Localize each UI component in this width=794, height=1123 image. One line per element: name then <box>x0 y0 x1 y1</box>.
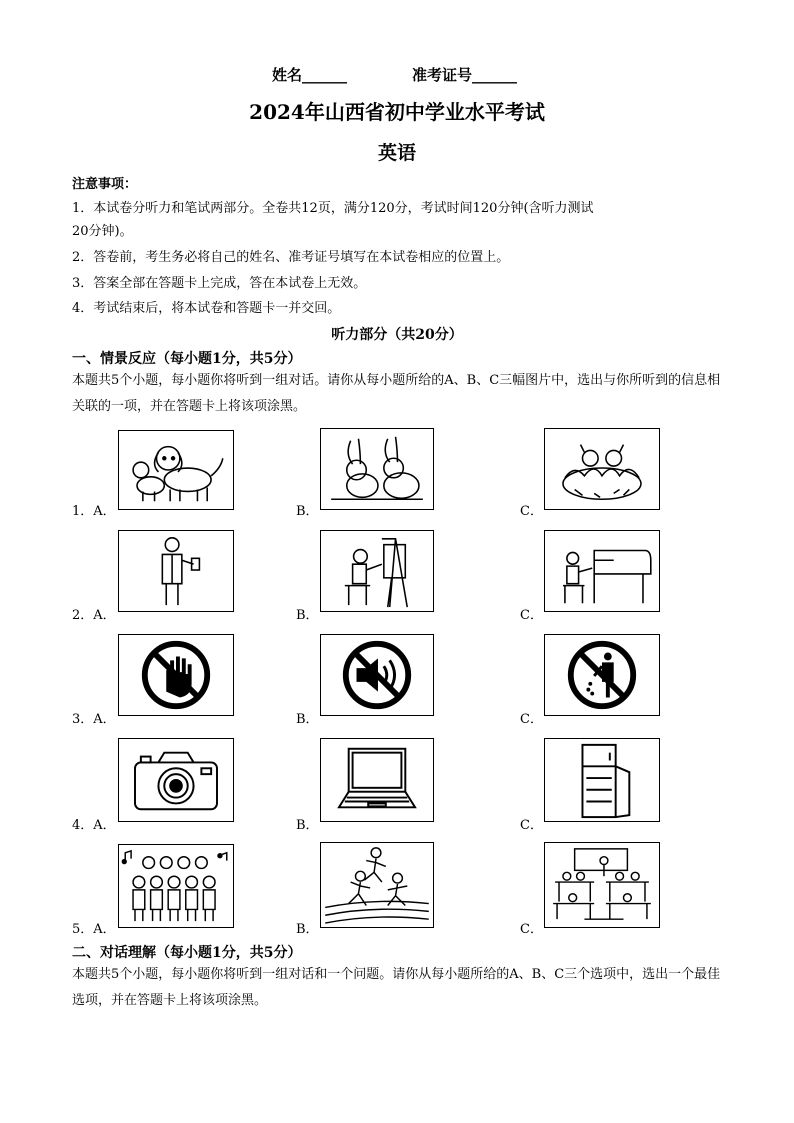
section1-heading: 一、情景反应（每小题1分，共5分） <box>72 351 302 367</box>
no-littering-sign <box>544 634 660 716</box>
refrigerator-picture <box>544 738 660 822</box>
option-label-a: 4．A． <box>72 818 116 833</box>
option-label-c: C． <box>520 818 543 833</box>
option-label-b: B． <box>296 608 319 623</box>
section2-heading: 二、对话理解（每小题1分，共5分） <box>72 945 302 961</box>
doctor-picture <box>118 530 234 612</box>
listening-heading: 听力部分（共20分） <box>331 327 463 343</box>
no-touching-sign <box>118 634 234 716</box>
option-label-a: 2．A． <box>72 608 116 623</box>
subject-title: 英语 <box>377 142 416 164</box>
option-label-a: 1．A． <box>72 504 116 519</box>
note-item: 3．答案全部在答题卡上完成，答在本试卷上无效。 <box>72 276 367 291</box>
option-label-b: B． <box>296 712 319 727</box>
option-label-c: C． <box>520 608 543 623</box>
dogs-picture <box>118 430 234 510</box>
option-label-a: 5．A． <box>72 922 116 937</box>
section1-instructions: 本题共5个小题，每小题你将听到一组对话。请你从每小题所给的A、B、C三幅图片中，选出与你所听到的信息相关联的一项，并在答题卡上将该项涂黑。 <box>72 373 721 414</box>
note-item: 1．本试卷分听力和笔试两部分。全卷共12页，满分120分，考试时间120分钟(含听力测试 <box>72 201 594 216</box>
option-label-a: 3．A． <box>72 712 116 727</box>
note-item: 4．考试结束后，将本试卷和答题卡一并交回。 <box>72 301 341 316</box>
note-item: 20分钟)。 <box>72 224 133 239</box>
option-label-b: B． <box>296 922 319 937</box>
birds-nest-picture <box>544 428 660 510</box>
exam-id-field-label: 准考证号______ <box>412 66 518 84</box>
option-label-c: C． <box>520 504 543 519</box>
camera-picture <box>118 738 234 822</box>
option-label-c: C． <box>520 712 543 727</box>
option-label-c: C． <box>520 922 543 937</box>
rabbits-picture <box>320 428 434 510</box>
painter-picture <box>320 530 434 612</box>
pianist-picture <box>544 530 660 612</box>
laptop-picture <box>320 738 434 822</box>
option-label-b: B． <box>296 818 319 833</box>
notes-heading: 注意事项： <box>72 177 138 192</box>
running-race-picture <box>320 842 434 928</box>
classroom-picture <box>544 842 660 928</box>
no-noise-sign <box>320 634 434 716</box>
exam-title: 2024年山西省初中学业水平考试 <box>249 100 545 124</box>
option-label-b: B． <box>296 504 319 519</box>
name-field-label: 姓名______ <box>272 66 348 84</box>
singing-choir-picture <box>118 844 234 928</box>
section2-instructions: 本题共5个小题，每小题你将听到一组对话和一个问题。请你从每小题所给的A、B、C三个选项中，选出一个最佳选项，并在答题卡上将该项涂黑。 <box>72 967 721 1008</box>
note-item: 2．答卷前，考生务必将自己的姓名、准考证号填写在本试卷相应的位置上。 <box>72 250 510 265</box>
